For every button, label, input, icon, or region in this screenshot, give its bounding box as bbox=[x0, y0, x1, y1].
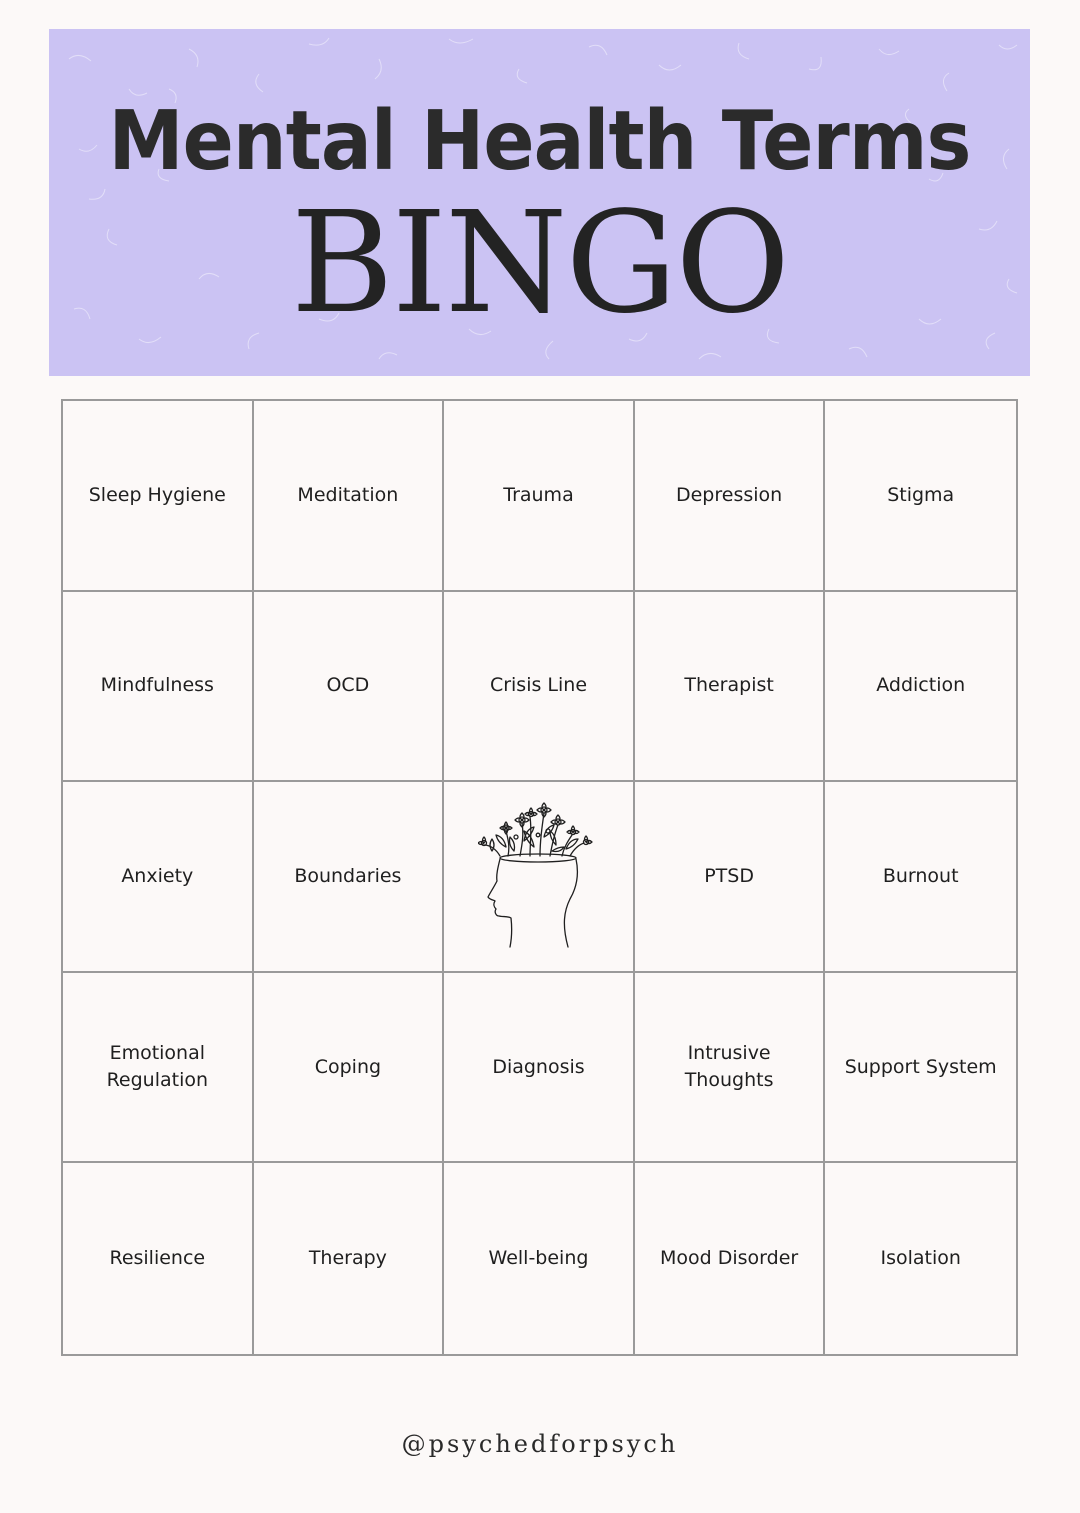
bingo-card bbox=[61, 399, 1018, 1356]
free-space-cell[interactable] bbox=[444, 782, 635, 973]
bingo-cell[interactable]: Crisis Line bbox=[444, 592, 635, 783]
bingo-heading: BINGO bbox=[290, 182, 789, 345]
bingo-cell[interactable]: OCD bbox=[254, 592, 445, 783]
social-handle: @psychedforpsych bbox=[401, 1430, 679, 1458]
bingo-cell[interactable]: Anxiety bbox=[63, 782, 254, 973]
bingo-cell[interactable]: Meditation bbox=[254, 401, 445, 592]
bingo-cell[interactable]: Addiction bbox=[825, 592, 1016, 783]
bingo-cell[interactable]: PTSD bbox=[635, 782, 826, 973]
bingo-cell[interactable]: Therapist bbox=[635, 592, 826, 783]
bingo-cell[interactable]: Trauma bbox=[444, 401, 635, 592]
bingo-cell[interactable]: Burnout bbox=[825, 782, 1016, 973]
bingo-cell[interactable]: Therapy bbox=[254, 1163, 445, 1354]
bingo-cell[interactable]: Boundaries bbox=[254, 782, 445, 973]
bingo-cell[interactable]: Depression bbox=[635, 401, 826, 592]
bingo-cell[interactable]: Intrusive Thoughts bbox=[635, 973, 826, 1164]
bingo-cell[interactable]: Emotional Regulation bbox=[63, 973, 254, 1164]
bingo-cell[interactable]: Coping bbox=[254, 973, 445, 1164]
bingo-cell[interactable]: Diagnosis bbox=[444, 973, 635, 1164]
bingo-cell[interactable]: Mindfulness bbox=[63, 592, 254, 783]
bingo-cell[interactable]: Mood Disorder bbox=[635, 1163, 826, 1354]
page-title: Mental Health Terms bbox=[108, 94, 971, 189]
bingo-cell[interactable]: Isolation bbox=[880, 1247, 961, 1270]
head-with-flowers-icon bbox=[478, 801, 598, 951]
bingo-cell[interactable]: Well-being bbox=[444, 1163, 635, 1354]
bingo-cell[interactable]: Stigma bbox=[825, 401, 1016, 592]
bingo-cell[interactable]: Support System bbox=[825, 973, 1016, 1164]
bingo-cell[interactable]: Resilience bbox=[63, 1163, 254, 1354]
header-banner bbox=[49, 29, 1030, 376]
bingo-cell[interactable]: Sleep Hygiene bbox=[63, 401, 254, 592]
